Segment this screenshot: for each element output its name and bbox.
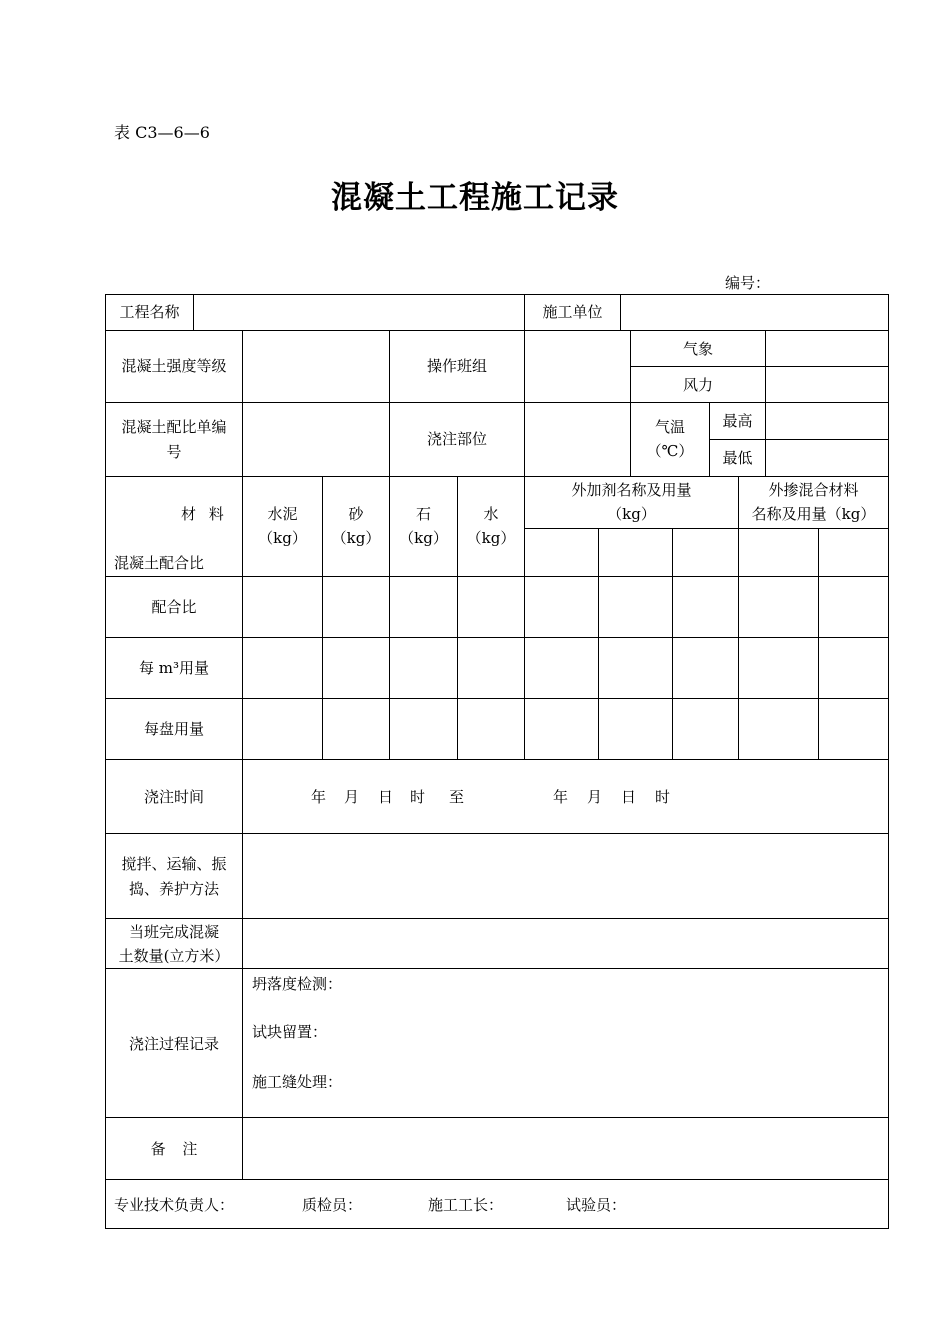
construction-joint-label: 施工缝处理：	[252, 1073, 343, 1091]
form-code: 表 C3—6—6	[114, 123, 210, 142]
ratio-row-label: 配合比	[151, 598, 197, 616]
additive-label-line2: 名称及用量（kg）	[751, 505, 876, 523]
process-record-label: 浇注过程记录	[128, 1035, 219, 1053]
end-month-label: 月	[587, 788, 603, 806]
quantity-label-line1: 当班完成混凝	[128, 923, 219, 941]
contractor-label: 施工单位	[542, 303, 603, 321]
additive-label-line1: 外掺混合材料	[768, 481, 859, 499]
per-batch-row-label: 每盘用量	[143, 720, 204, 738]
slump-test-label: 坍落度检测：	[252, 975, 343, 993]
mix-id-label-line2: 号	[166, 443, 182, 461]
sand-label: 砂	[348, 505, 364, 523]
pour-location-label: 浇注部位	[426, 430, 487, 448]
end-hour-label: 时	[655, 788, 671, 806]
start-day-label: 日	[378, 788, 394, 806]
temperature-label: 气温	[654, 418, 685, 436]
concrete-grade-label: 混凝土强度等级	[121, 357, 227, 375]
concrete-grade-field[interactable]	[243, 331, 389, 402]
foreman-signature-label: 施工工长：	[428, 1196, 504, 1214]
per-m3-row-label: 每 m³用量	[138, 659, 209, 677]
crew-label: 操作班组	[426, 357, 487, 375]
water-label: 水	[483, 505, 499, 523]
remarks-label: 备 注	[150, 1140, 198, 1158]
end-year-label: 年	[553, 788, 569, 806]
technical-lead-signature-label: 专业技术负责人：	[114, 1196, 235, 1214]
wind-label: 风力	[682, 376, 713, 394]
specimen-label: 试块留置：	[252, 1023, 328, 1041]
mix-ratio-label: 混凝土配合比	[114, 554, 205, 572]
method-label-line1: 搅拌、运输、振	[121, 855, 227, 873]
start-month-label: 月	[344, 788, 360, 806]
temp-max-label: 最高	[722, 412, 753, 430]
admixture-label-line1: 外加剂名称及用量	[571, 481, 692, 499]
cement-unit: （kg）	[258, 529, 307, 547]
pour-time-label: 浇注时间	[143, 788, 204, 806]
to-label: 至	[449, 788, 465, 806]
quantity-label-line2: 土数量(立方米）	[118, 947, 230, 965]
temp-min-label: 最低	[722, 449, 753, 467]
water-unit: （kg）	[466, 529, 516, 547]
crew-field[interactable]	[525, 331, 630, 402]
project-name-label: 工程名称	[119, 303, 180, 321]
method-field[interactable]	[243, 834, 888, 918]
quantity-field[interactable]	[243, 919, 888, 968]
temp-max-field[interactable]	[766, 403, 888, 439]
remarks-field[interactable]	[243, 1118, 888, 1179]
weather-field[interactable]	[766, 331, 888, 366]
method-label-line2: 捣、养护方法	[128, 880, 219, 898]
tester-signature-label: 试验员：	[566, 1196, 627, 1214]
start-year-label: 年	[311, 788, 327, 806]
material-label: 材 料	[181, 505, 228, 523]
temperature-unit: （℃）	[646, 442, 694, 460]
pour-location-field[interactable]	[525, 403, 630, 476]
serial-label: 编号：	[725, 274, 771, 292]
page-title: 混凝土工程施工记录	[331, 180, 619, 216]
wind-field[interactable]	[766, 367, 888, 402]
mix-id-label-line1: 混凝土配比单编	[121, 418, 227, 436]
weather-label: 气象	[682, 340, 713, 358]
stone-label: 石	[415, 505, 431, 523]
temp-min-field[interactable]	[766, 440, 888, 476]
sand-unit: （kg）	[331, 529, 381, 547]
mix-id-field[interactable]	[243, 403, 389, 476]
cement-label: 水泥	[267, 505, 298, 523]
admixture-label-line2: （kg）	[607, 505, 656, 523]
start-hour-label: 时	[410, 788, 426, 806]
end-day-label: 日	[621, 788, 637, 806]
stone-unit: （kg）	[399, 529, 448, 547]
inspector-signature-label: 质检员：	[302, 1196, 363, 1214]
